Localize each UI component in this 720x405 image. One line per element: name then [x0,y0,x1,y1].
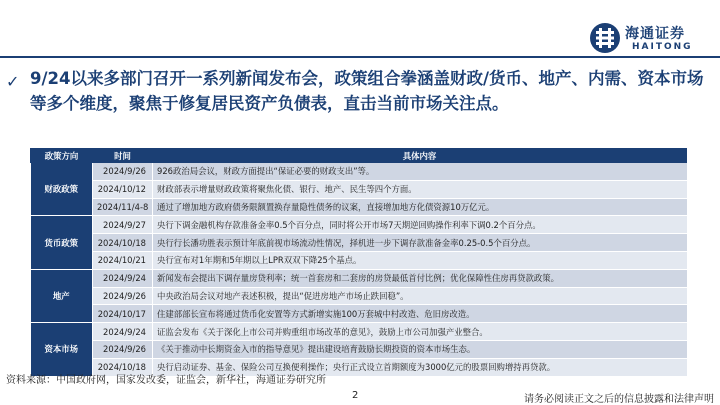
content-cell: 新闻发布会提出下调存量房贷利率；统一首套房和二套房的房贷最低首付比例；优化保障性住房再贷款政策。 [153,269,687,287]
table-row [31,180,687,198]
content-cell: 中央政治局会议对地产表述积极，提出“促进房地产市场止跌回稳”。 [153,287,687,305]
table-row [31,305,687,323]
date-cell: 2024/10/18 [93,358,153,376]
table-row [31,198,687,216]
date-cell: 2024/9/26 [93,287,153,305]
column-header-content: 具体内容 [153,149,687,163]
table-row [31,251,687,269]
date-cell: 2024/10/12 [93,180,153,198]
source-note: 资料来源：中国政府网，国家发改委，证监会，新华社，海通证券研究所 [6,375,326,386]
column-header-date: 时间 [93,149,153,163]
table-row [31,323,687,341]
content-cell: 央行宣布对1年期和5年期以上LPR双双下降25个基点。 [153,251,687,269]
date-cell: 2024/9/24 [93,269,153,287]
haitong-logo-icon [589,22,621,54]
policy-table [30,148,687,377]
date-cell: 2024/10/21 [93,251,153,269]
category-cell-capital-market: 资本市场 [31,323,93,376]
date-cell: 2024/9/26 [93,340,153,358]
content-cell: 926政治局会议，财政方面提出“保证必要的财政支出”等。 [153,163,687,181]
brand-name-cn: 海通证券 [625,26,685,42]
category-cell-property: 地产 [31,269,93,322]
table-row [31,269,687,287]
content-cell: 住建部部长宣布将通过货币化安置等方式新增实施100万套城中村改造、危旧房改造。 [153,305,687,323]
category-cell-monetary: 货币政策 [31,216,93,269]
content-cell: 通过了增加地方政府债务限额置换存量隐性债务的议案，直接增加地方化债资源10万亿元。 [153,198,687,216]
table-header-row [31,149,687,163]
date-cell: 2024/11/4-8 [93,198,153,216]
date-cell: 2024/9/24 [93,323,153,341]
content-cell: 《关于推动中长期资金入市的指导意见》提出建设培育鼓励长期投资的资本市场生态。 [153,340,687,358]
date-cell: 2024/9/27 [93,216,153,234]
content-cell: 央行下调金融机构存款准备金率0.5个百分点，同时将公开市场7天期逆回购操作利率下调0.2个百分点。 [153,216,687,234]
content-cell: 央行启动证券、基金、保险公司互换便利操作；央行正式设立首期额度为3000亿元的股票回购增持再贷款。 [153,358,687,376]
legal-disclaimer: 请务必阅读正文之后的信息披露和法律声明 [524,394,714,405]
table-row [31,234,687,252]
content-cell: 财政部表示增量财政政策将聚焦化债、银行、地产、民生等四个方面。 [153,180,687,198]
header-divider [0,56,720,58]
table-row [31,163,687,181]
table-row [31,287,687,305]
date-cell: 2024/10/18 [93,234,153,252]
content-cell: 证监会发布《关于深化上市公司并购重组市场改革的意见》，鼓励上市公司加强产业整合。 [153,323,687,341]
column-header-direction: 政策方向 [31,149,93,163]
date-cell: 2024/9/26 [93,163,153,181]
content-cell: 央行行长潘功胜表示预计年底前视市场流动性情况，择机进一步下调存款准备金率0.25-0.5个百分点。 [153,234,687,252]
date-cell: 2024/10/17 [93,305,153,323]
brand-logo [589,20,709,60]
brand-name-en: HAITONG [632,42,693,52]
table-row [31,340,687,358]
category-cell-fiscal: 财政政策 [31,163,93,216]
page-number: 2 [352,390,359,401]
check-icon: ✓ [6,72,20,91]
table-row [31,216,687,234]
page-headline: 9/24以来多部门召开一系列新闻发布会，政策组合拳涵盖财政/货币、地产、内需、资本市场等多个维度，聚焦于修复居民资产负债表，直击当前市场关注点。 [30,69,704,113]
